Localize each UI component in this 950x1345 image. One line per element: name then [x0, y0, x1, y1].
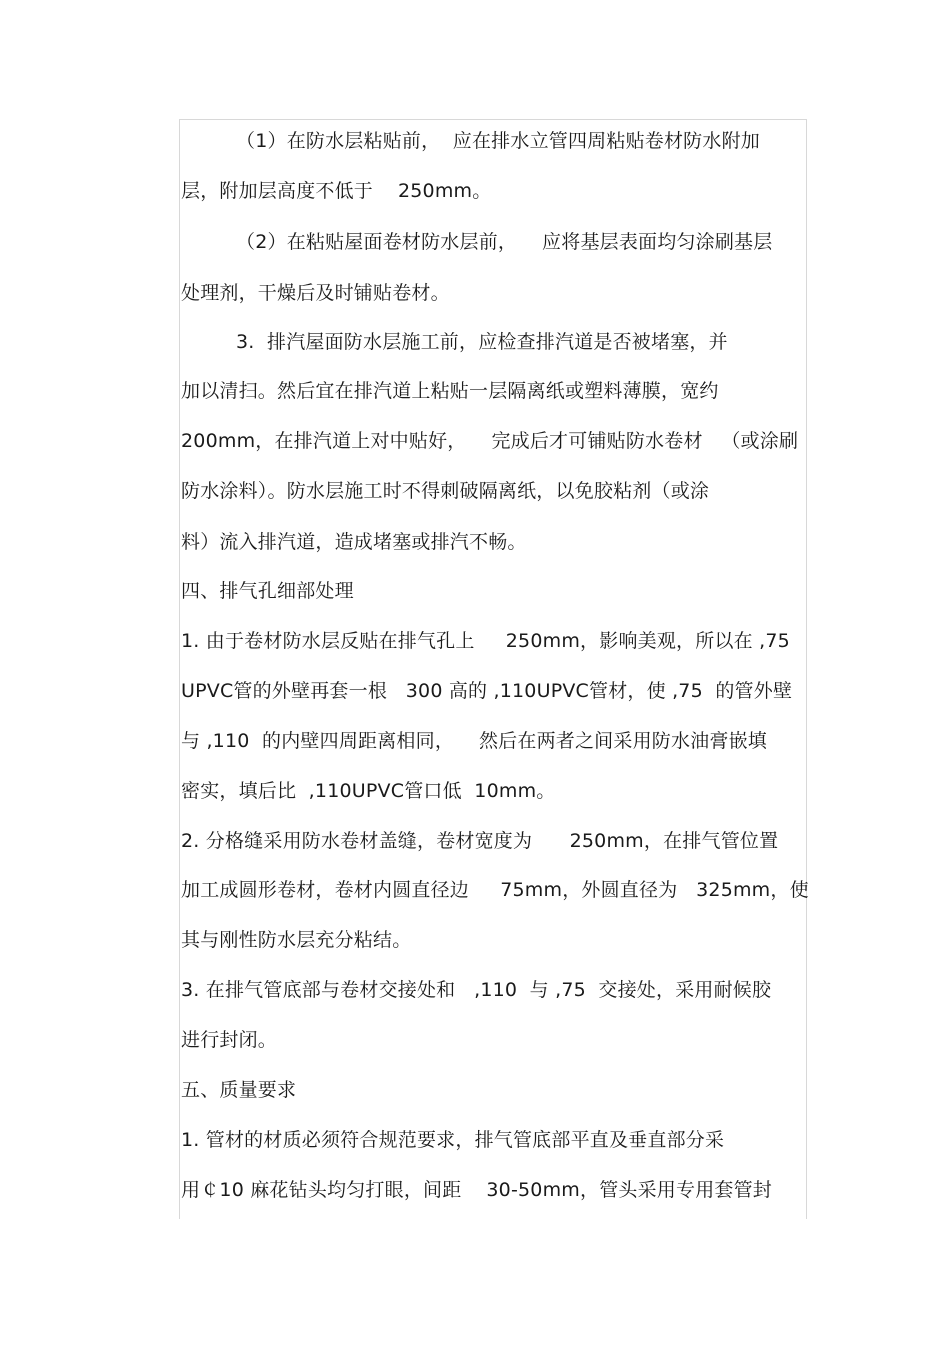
- section-heading: 五、质量要求: [181, 1079, 297, 1101]
- paragraph-line: （2）在粘贴屋面卷材防水层前， 应将基层表面均匀涂刷基层: [236, 231, 773, 253]
- paragraph-line: 与 ,110 的内壁四周距离相同， 然后在两者之间采用防水油膏嵌填: [181, 730, 767, 752]
- paragraph-line: 料）流入排汽道，造成堵塞或排汽不畅。: [181, 531, 527, 553]
- section-heading: 四、排气孔细部处理: [181, 580, 354, 602]
- paragraph-line: 加工成圆形卷材，卷材内圆直径边 75mm，外圆直径为 325mm，使: [181, 879, 809, 901]
- paragraph-line: 1. 管材的材质必须符合规范要求，排气管底部平直及垂直部分采: [181, 1129, 725, 1151]
- paragraph-line: 3. 在排气管底部与卷材交接处和 ,110 与 ,75 交接处，采用耐候胶: [181, 979, 772, 1001]
- paragraph-line: 用￠10 麻花钻头均匀打眼，间距 30-50mm，管头采用专用套管封: [181, 1179, 773, 1201]
- paragraph-line: 防水涂料）。防水层施工时不得刺破隔离纸，以免胶粘剂（或涂: [181, 480, 710, 502]
- paragraph-line: 3. 排汽屋面防水层施工前，应检查排汽道是否被堵塞，并: [236, 331, 728, 353]
- paragraph-line: 层，附加层高度不低于 250mm。: [181, 180, 492, 202]
- paragraph-line: 200mm，在排汽道上对中贴好， 完成后才可铺贴防水卷材 （或涂刷: [181, 430, 799, 452]
- paragraph-line: 1. 由于卷材防水层反贴在排气孔上 250mm，影响美观，所以在 ,75: [181, 630, 790, 652]
- paragraph-line: 处理剂，干燥后及时铺贴卷材。: [181, 282, 450, 304]
- paragraph-line: （1）在防水层粘贴前， 应在排水立管四周粘贴卷材防水附加: [236, 130, 760, 152]
- paragraph-line: 其与刚性防水层充分粘结。: [181, 929, 412, 951]
- paragraph-line: 加以清扫。然后宜在排汽道上粘贴一层隔离纸或塑料薄膜，宽约: [181, 380, 719, 402]
- paragraph-line: 2. 分格缝采用防水卷材盖缝，卷材宽度为 250mm，在排气管位置: [181, 830, 779, 852]
- paragraph-line: 进行封闭。: [181, 1029, 278, 1051]
- paragraph-line: UPVC管的外壁再套一根 300 高的 ,110UPVC管材，使 ,75 的管外壁: [181, 680, 793, 702]
- paragraph-line: 密实，填后比 ,110UPVC管口低 10mm。: [181, 780, 556, 802]
